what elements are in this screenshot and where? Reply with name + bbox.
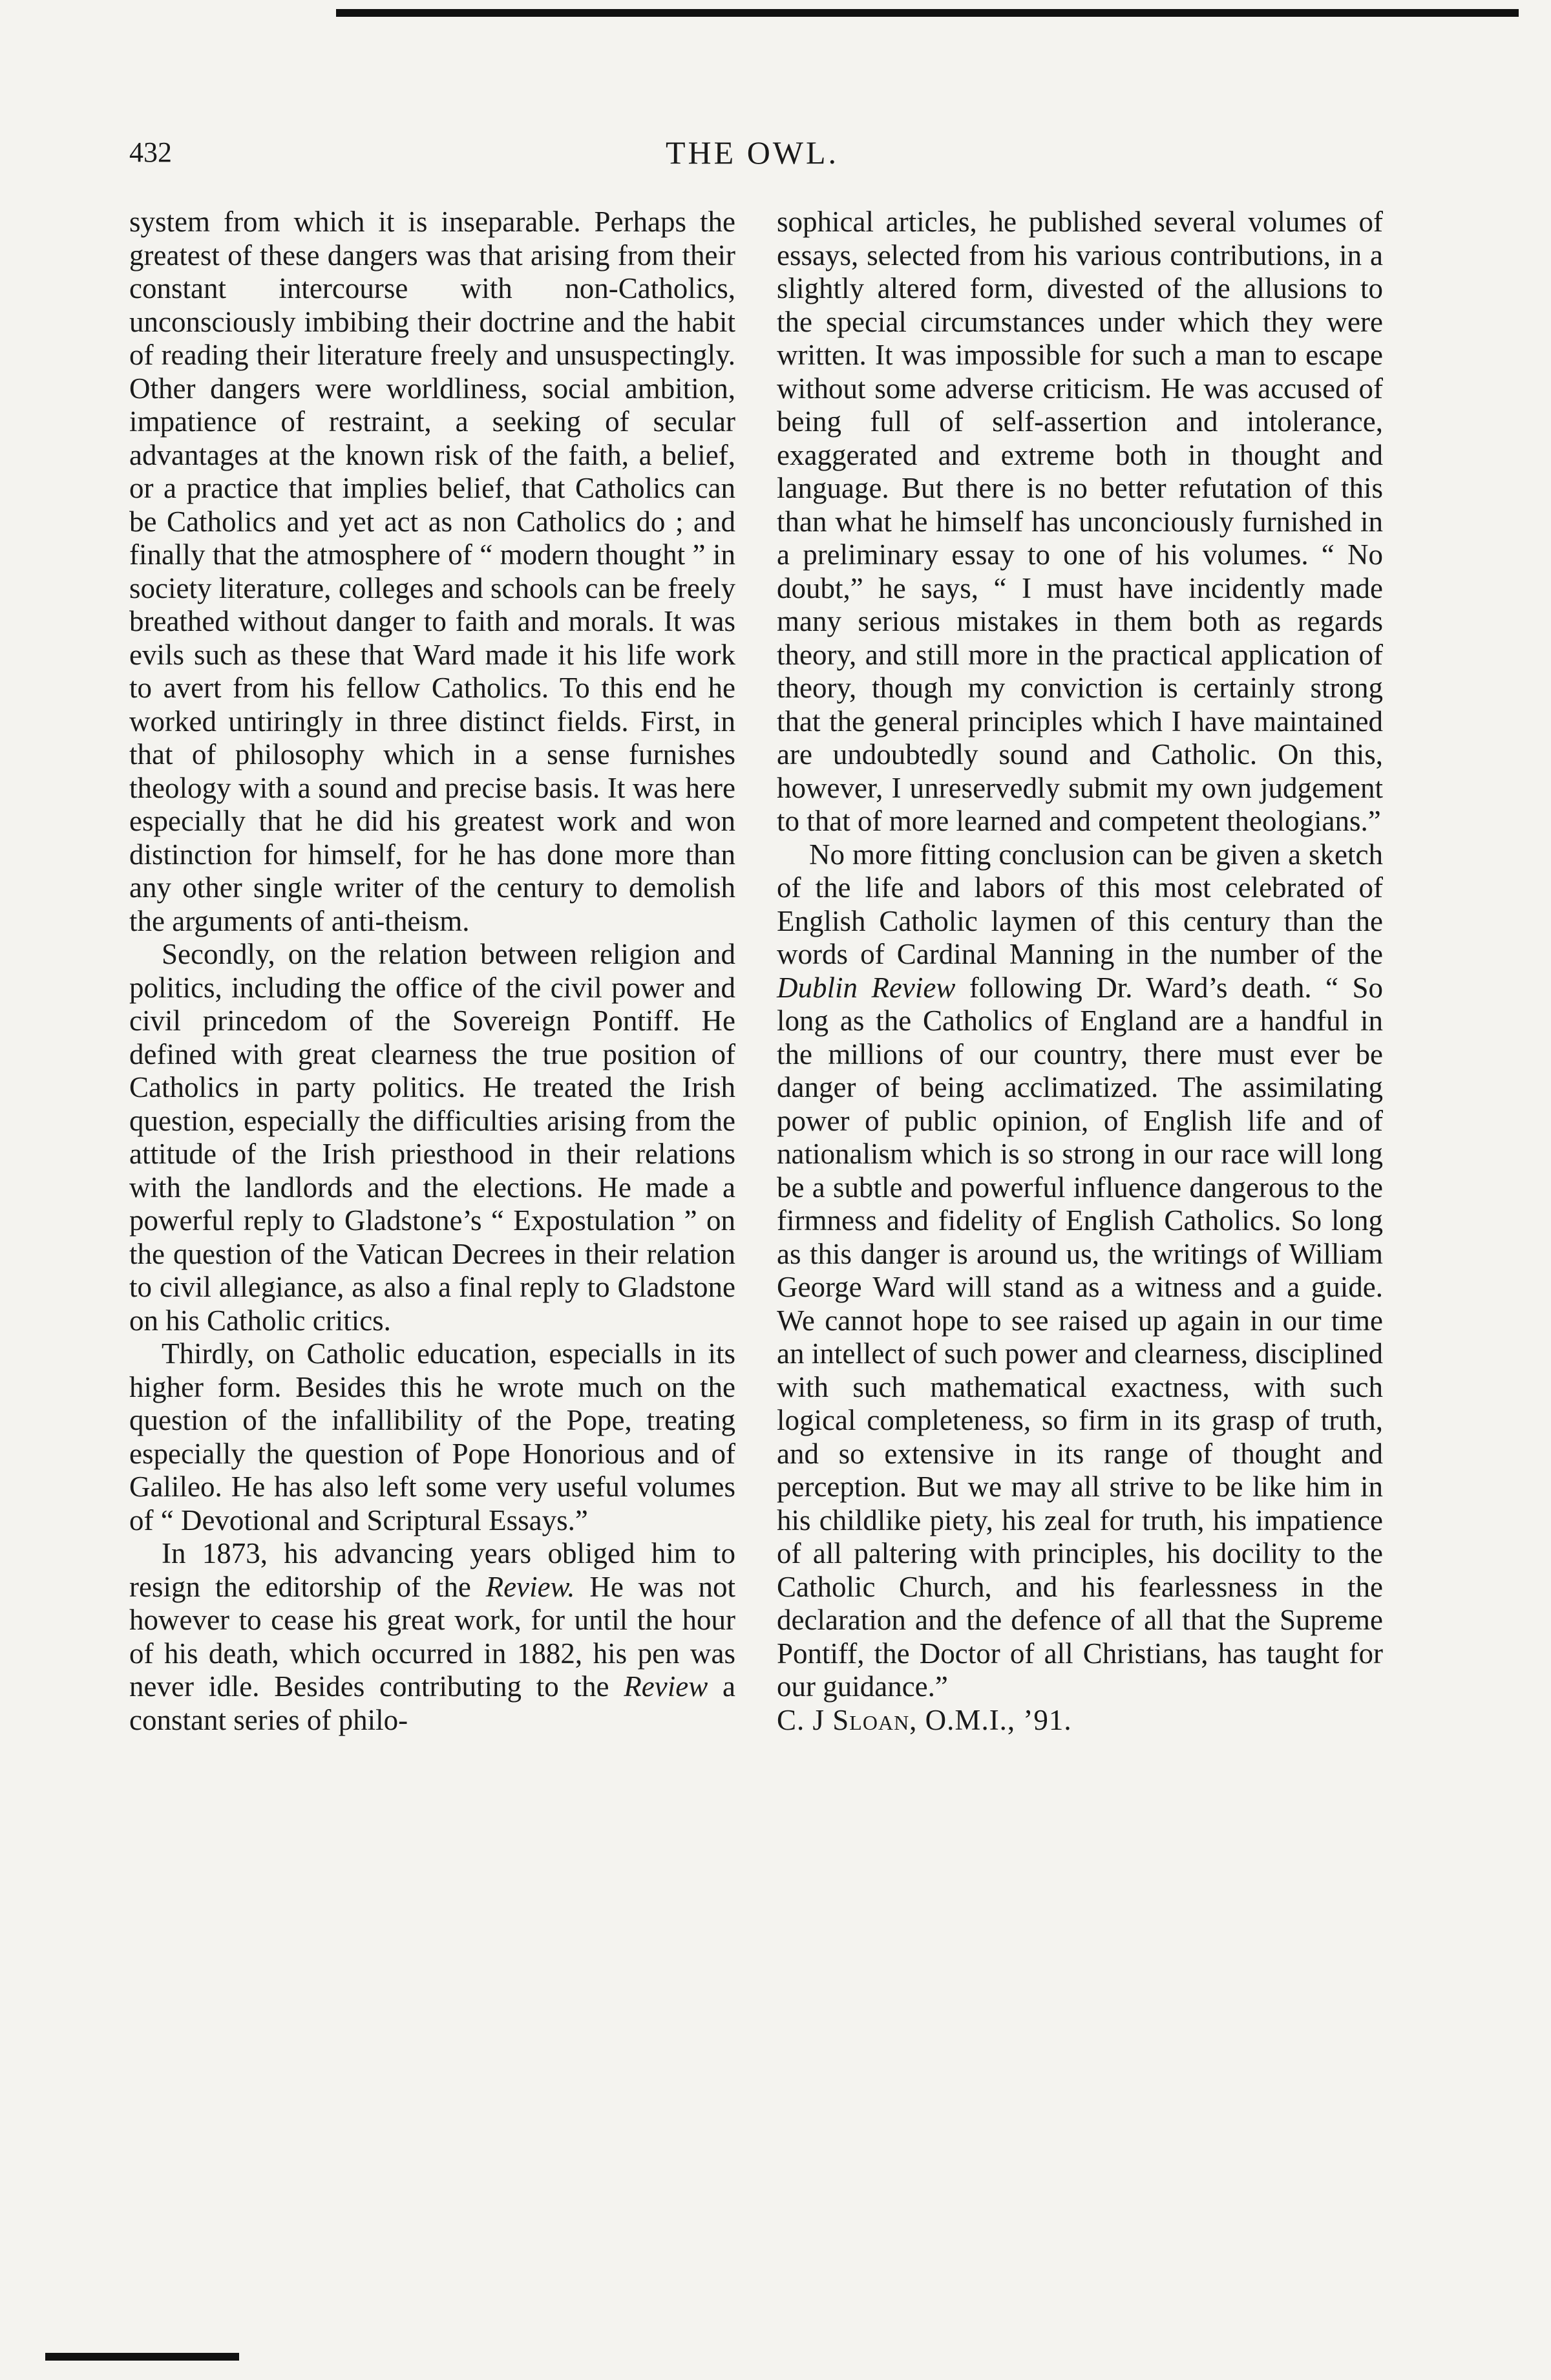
right-column (777, 206, 1383, 1737)
left-paragraph-2: Secondly, on the relation between religion and politics, including the office of the civil power and civil princedom of the Sovereign Pontiff. He defined with great clearness the true position of Catholics in party politics. He treated the Irish question, especially the difficulties arising from the attitude of the Irish priesthood in their relations with the landlords and the elections. He made a powerful reply to Gladstone’s “ Expostulation ” on the question of the Vatican Decrees in their relation to civil allegiance, as also a final reply to Gladstone on his Catholic critics. (129, 938, 735, 1337)
left-paragraph-4-text-b: He was not however to cease his great work, for until the hour of his death, which occurred in 1882, his pen was never idle. Besides contributing to the (129, 1570, 735, 1703)
right-paragraph-2-text-b: following Dr. Ward’s death. “ So long as the Catholics of England are a handful in the millions of our country, there must ever be danger of being acclimatized. The assimilating power of public opinion, of English life and of nationalism which is so strong in our race will long be a subtle and powerful influence dangerous to the firmness and fidelity of English Catholics. So long as this danger is around us, the writings of William George Ward will stand as a witness and a guide. We cannot hope to see raised up again in our time an intellect of such power and clearness, disciplined with such mathematical exactness, with such logical completeness, so firm in its grasp of truth, and so extensive in its range of thought and perception. But we may all strive to be like him in his childlike piety, his zeal for truth, his impatience of all paltering with principles, his docility to the Catholic Church, and his fearlessness in the declaration and the defence of all that the Supreme Pontiff, the Doctor of all Christians, has taught for our guidance.” (777, 971, 1383, 1703)
left-paragraph-4 (129, 1537, 735, 1737)
review-title: Review. (485, 1570, 575, 1603)
left-paragraph-1: system from which it is inseparable. Perhaps the greatest of these dangers was that arising from their constant intercourse with non-Catholics, unconsciously imbibing their doctrine and the habit of reading their literature freely and unsuspectingly. Other dangers were worldliness, social ambition, impatience of restraint, a seeking of secular advantages at the known risk of the faith, a belief, or a practice that implies belief, that Catholics can be Catholics and yet act as non Catholics do ; and finally that the atmosphere of “ modern thought ” in society literature, colleges and schools can be freely breathed without danger to faith and morals. It was evils such as these that Ward made it his life work to avert from his fellow Catholics. To this end he worked untiringly in three distinct fields. First, in that of philosophy which in a sense furnishes theology with a sound and precise basis. It was here especially that he did his greatest work and won distinction for himself, for he has done more than any other single writer of the century to demolish the arguments of anti-theism. (129, 206, 735, 937)
page-number: 432 (129, 136, 172, 168)
left-paragraph-4-text-c: a constant series of philo- (129, 1670, 735, 1736)
author-signature (777, 1704, 1383, 1737)
right-paragraph-2-text-a: No more fitting conclusion can be given a sketch of the life and labors of this most celebrated of English Catholic laymen of this century than the words of Cardinal Manning in the number of the (777, 838, 1383, 970)
left-paragraph-4-text-a: In 1873, his advancing years obliged him to resign the editorship of the (129, 1537, 735, 1603)
left-paragraph-3: Thirdly, on Catholic education, especialls in its higher form. Besides this he wrote much on the question of the infallibility of the Pope, treating especially the question of Pope Honorious and of Galileo. He has also left some very useful volumes of “ Devotional and Scriptural Essays.” (129, 1337, 735, 1536)
author-signature-text: C. J Sloan, O.M.I., ’91. (777, 1703, 1072, 1736)
running-head: THE OWL. (666, 134, 839, 171)
left-column (129, 206, 735, 1737)
bottom-rule (45, 2353, 239, 2361)
dublin-review-title: Dublin Review (777, 971, 956, 1004)
right-paragraph-2 (777, 838, 1383, 1704)
top-rule (336, 9, 1519, 17)
right-paragraph-1: sophical articles, he published several volumes of essays, selected from his various contributions, in a slightly altered form, divested of the allusions to the special circumstances under which they were written. It was impossible for such a man to escape without some adverse criticism. He was accused of being full of self-assertion and intolerance, exaggerated and extreme both in thought and language. But there is no better refutation of this than what he himself has unconciously furnished in a preliminary essay to one of his volumes. “ No doubt,” he says, “ I must have incidently made many serious mistakes in them both as regards theory, and still more in the practical application of theory, though my conviction is certainly strong that the general principles which I have maintained are undoubtedly sound and Catholic. On this, however, I unreservedly submit my own judgement to that of more learned and competent theologians.” (777, 206, 1383, 837)
review-title: Review (624, 1670, 708, 1703)
